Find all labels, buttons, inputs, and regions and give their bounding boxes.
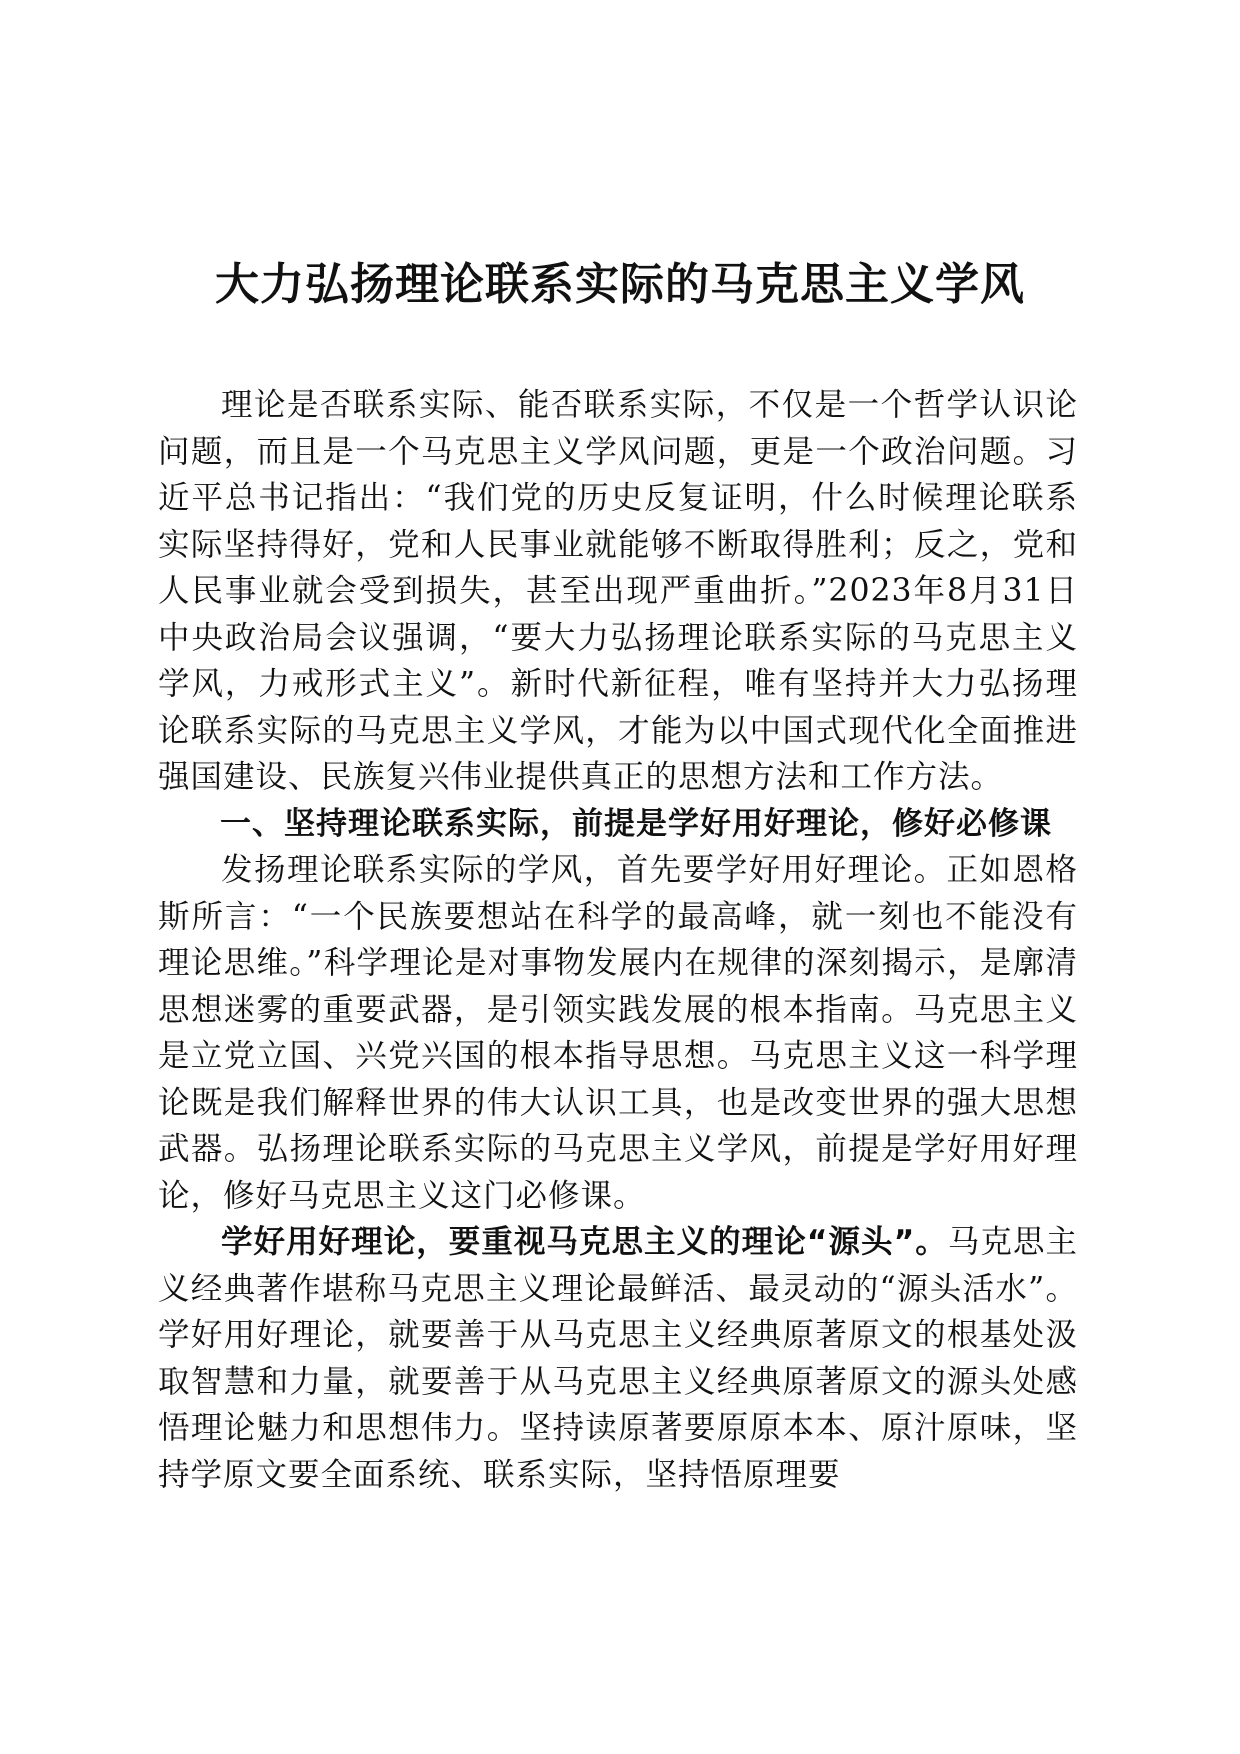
document-title: 大力弘扬理论联系实际的马克思主义学风 bbox=[215, 259, 1025, 310]
paragraph-theory-source bbox=[158, 1219, 1078, 1498]
paragraph-theory-study: 发扬理论联系实际的学风，首先要学好用好理论。正如恩格斯所言：“一个民族要想站在科学的最高峰，就一刻也不能没有理论思维。”科学理论是对事物发展内在规律的深刻揭示，是廓清思想迷雾的重要武器，是引领实践发展的根本指南。马克思主义是立党立国、兴党兴国的根本指导思想。马克思主义这一科学理论既是我们解释世界的伟大认识工具，也是改变世界的强大思想武器。弘扬理论联系实际的马克思主义学风，前提是学好用好理论，修好马克思主义这门必修课。 bbox=[158, 852, 1078, 1214]
document-body bbox=[158, 382, 1078, 1498]
paragraph-lead-sentence: 学好用好理论，要重视马克思主义的理论“源头”。 bbox=[221, 1224, 948, 1260]
paragraph-intro: 理论是否联系实际、能否联系实际，不仅是一个哲学认识论问题，而且是一个马克思主义学风问题，更是一个政治问题。习近平总书记指出：“我们党的历史反复证明，什么时候理论联系实际坚持得好，党和人民事业就能够不断取得胜利；反之，党和人民事业就会受到损失，甚至出现严重曲折。”2023年8月31日中央政治局会议强调，“要大力弘扬理论联系实际的马克思主义学风，力戒形式主义”。新时代新征程，唯有坚持并大力弘扬理论联系实际的马克思主义学风，才能为以中国式现代化全面推进强国建设、民族复兴伟业提供真正的思想方法和工作方法。 bbox=[158, 387, 1078, 795]
section-heading-1: 一、坚持理论联系实际，前提是学好用好理论，修好必修课 bbox=[220, 805, 1052, 842]
paragraph-continuation: 马克思主义经典著作堪称马克思主义理论最鲜活、最灵动的“源头活水”。学好用好理论，就要善于从马克思主义经典原著原文的根基处汲取智慧和力量，就要善于从马克思主义经典原著原文的源头处感悟理论魅力和思想伟力。坚持读原著要原原本本、原汁原味，坚持学原文要全面系统、联系实际，坚持悟原理要 bbox=[158, 1224, 1078, 1493]
